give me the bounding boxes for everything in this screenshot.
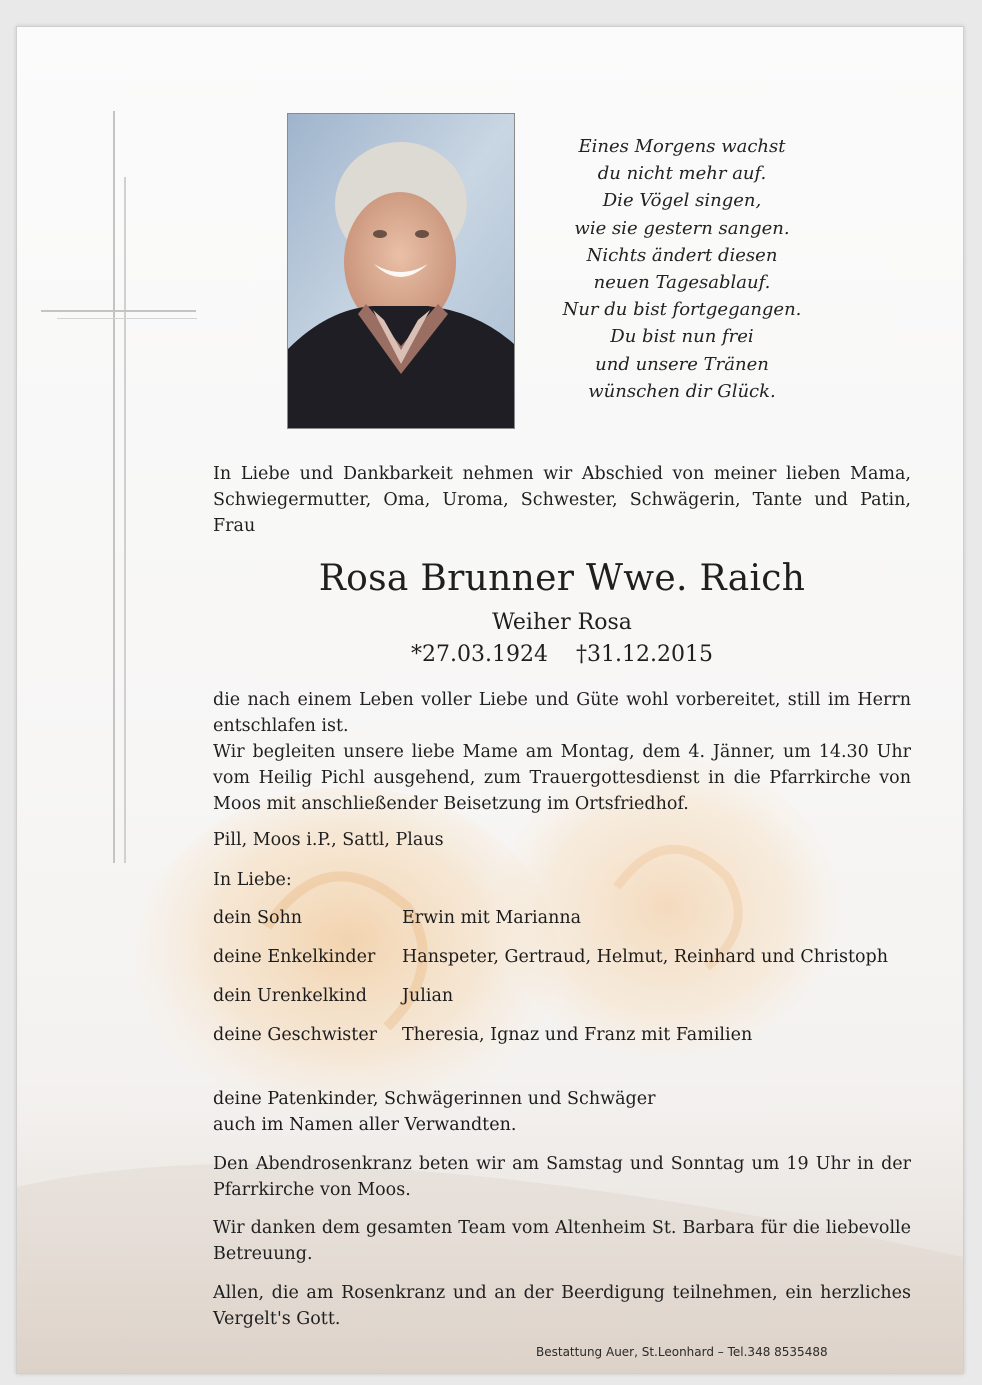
mourner-row (213, 983, 911, 1009)
poem-line: Eines Morgens wachst (578, 136, 786, 157)
mourner-names: Hanspeter, Gertraud, Helmut, Reinhard und Christoph (402, 947, 889, 967)
poem-line: Nichts ändert diesen (586, 244, 778, 266)
in-liebe-label: In Liebe: (213, 870, 292, 890)
poem-line: Die Vögel singen, (602, 190, 762, 212)
mourner-row (213, 944, 911, 970)
patenkinder-line: deine Patenkinder, Schwägerinnen und Schwäger (213, 1089, 656, 1109)
poem-line: neuen Tagesablauf. (593, 272, 771, 294)
closing-paragraph: Allen, die am Rosenkranz und an der Beerdigung teilnehmen, ein herzliches Vergelt's Gott. (213, 1283, 911, 1329)
passing-text: die nach einem Leben voller Liebe und Güte wohl vorbereitet, still im Herrn entschlafen ist. (213, 690, 911, 736)
mourner-relation: dein Urenkelkind (213, 986, 367, 1006)
verwandte-line: auch im Namen aller Verwandten. (213, 1115, 517, 1135)
poem-line: und unsere Tränen (595, 353, 769, 375)
poem-line: Nur du bist fortgegangen. (562, 299, 802, 321)
death-date: †31.12.2015 (576, 642, 713, 667)
mourners-list (213, 905, 911, 1061)
cross-horizontal-line (41, 310, 196, 312)
service-text: Wir begleiten unsere liebe Mame am Montag, dem 4. Jänner, um 14.30 Uhr vom Heilig Pichl ausgehend, zum Trauergottesdienst in die Pfarrkirche von Moos mit anschließender Beisetzung im Ortsfriedhof. (213, 742, 911, 814)
deceased-alias: Weiher Rosa (492, 610, 632, 635)
mourner-names: Erwin mit Marianna (402, 908, 582, 928)
poem-line: wie sie gestern sangen. (574, 217, 790, 239)
birth-date: *27.03.1924 (411, 642, 548, 667)
cross-horizontal-line-shadow (57, 318, 197, 319)
mourner-relation: deine Geschwister (213, 1025, 378, 1045)
mourner-relation: dein Sohn (213, 908, 303, 928)
cross-vertical-line-shadow (124, 177, 126, 863)
cross-vertical-line (113, 111, 115, 863)
places-line: Pill, Moos i.P., Sattl, Plaus (213, 830, 444, 850)
mourner-names: Theresia, Ignaz und Franz mit Familien (402, 1025, 753, 1045)
poem-line: wünschen dir Glück. (588, 380, 776, 402)
rosenkranz-paragraph: Den Abendrosenkranz beten wir am Samstag und Sonntag um 19 Uhr in der Pfarrkirche von Moos. (213, 1154, 911, 1200)
thanks-paragraph: Wir danken dem gesamten Team vom Altenheim St. Barbara für die liebevolle Betreuung. (213, 1218, 911, 1264)
mourner-names: Julian (402, 986, 454, 1006)
portrait-photo (287, 113, 515, 429)
poem (537, 133, 827, 405)
mourner-relation: deine Enkelkinder (213, 947, 376, 967)
obituary-card (16, 26, 964, 1374)
life-dates (213, 641, 911, 669)
mourner-row (213, 1022, 911, 1048)
poem-line: du nicht mehr auf. (597, 163, 767, 185)
poem-line: Du bist nun frei (610, 326, 754, 348)
funeral-paragraph (213, 687, 911, 817)
mourner-row (213, 905, 911, 931)
patenkinder-block (213, 1086, 911, 1138)
deceased-name: Rosa Brunner Wwe. Raich (318, 558, 806, 599)
funeral-home-footer: Bestattung Auer, St.Leonhard – Tel.348 8535488 (536, 1345, 828, 1359)
intro-paragraph: In Liebe und Dankbarkeit nehmen wir Abschied von meiner lieben Mama, Schwiegermutter, Oma, Uroma, Schwester, Schwägerin, Tante und Patin, Frau (213, 464, 911, 536)
